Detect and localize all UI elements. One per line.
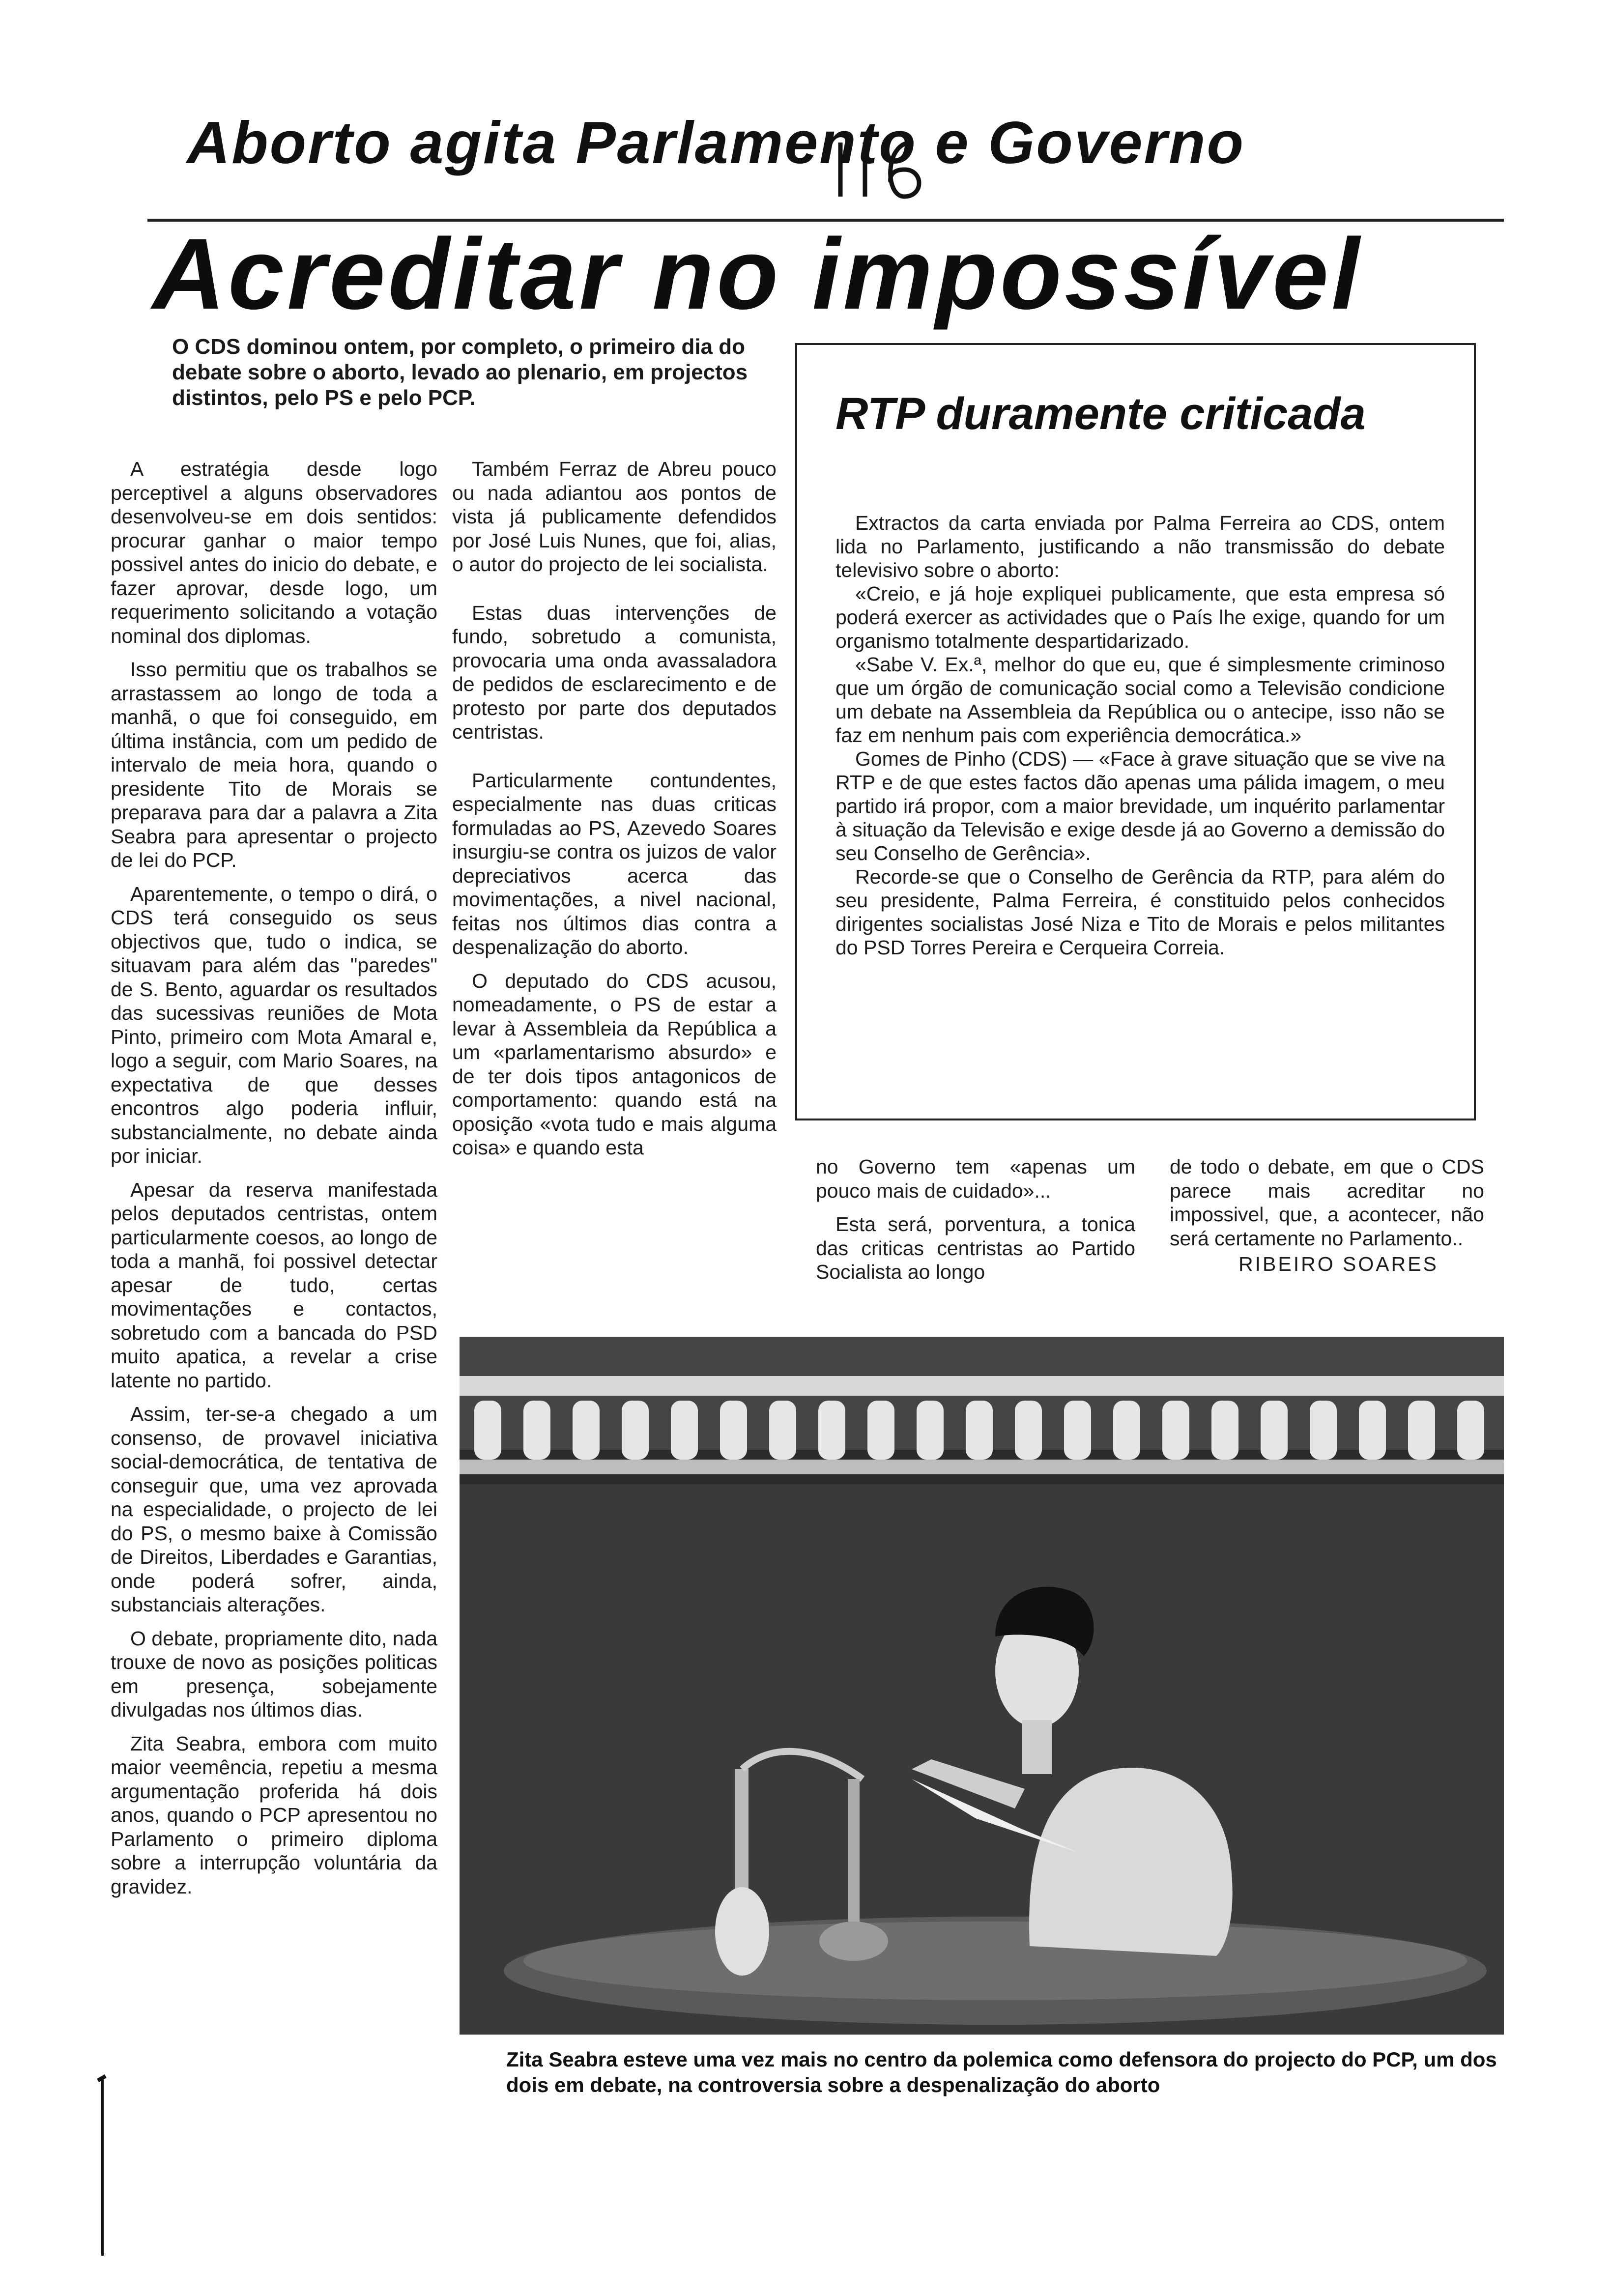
intro-lead: O CDS dominou ontem, por completo, o primeiro dia do debate sobre o aborto, levado ao plenario, em projectos distintos, pelo PS e pelo PCP. [172,335,748,410]
paragraph: Gomes de Pinho (CDS) — «Face à grave situação que se vive na RTP e de que estes factos dão apenas uma pálida imagem, o meu partido irá propor, com a maior brevidade, um inquérito parlamentar à situação da Televisão e exige desde já ao Governo a demissão do seu Conselho de Gerência». [835,747,1445,864]
photo-caption: Zita Seabra esteve uma vez mais no centro da polemica como defensora do projecto do PCP, um dos dois em debate, na controversia sobre a despenalização do aborto [506,2048,1497,2096]
paragraph: «Creio, e já hoje expliquei publicamente, que esta empresa só poderá exercer as actividades que o País lhe exige, quando for um organismo totalmente despartidarizado. [835,582,1445,652]
sidebar-title: RTP duramente criticada [835,389,1366,439]
paragraph: Estas duas intervenções de fundo, sobretudo a comunista, provocaria uma onda avassaladora de pedidos de esclarecimento e de protesto por parte dos deputados centristas. [452,601,777,743]
paragraph: Apesar da reserva manifestada pelos deputados centristas, ontem particularmente coesos, ao longo de toda a manhã, foi possivel detectar apesar de tudo, certas movimentações e contactos, sobretudo com a bancada do PSD muito apatica, a revelar a crise latente no partido. [111,1178,437,1392]
article-column-4 [1170,1155,1484,1276]
paragraph: Zita Seabra, embora com muito maior veemência, repetiu a mesma argumentação proferida há dois anos, quando o PCP apresentou no Parlamento o primeiro diploma sobre a interrupção voluntária da gravidez. [111,1732,437,1898]
paragraph: Recorde-se que o Conselho de Gerência da RTP, para além do seu presidente, Palma Ferreira, é constituido pelos conhecidos dirigentes socialistas José Niza e Tito de Morais e pelos militantes do PSD Torres Pereira e Cerqueira Correia. [835,865,1445,959]
paragraph: A estratégia desde logo perceptivel a alguns observadores desenvolveu-se em dois sentidos: procurar ganhar o maior tempo possivel antes do inicio do debate, e fazer aprovar, desde logo, um requerimento solicitando a votação nominal dos diplomas. [111,458,437,647]
article-column-3 [816,1155,1135,1294]
main-headline: Acreditar no impossível [152,218,1363,330]
sidebar-body [835,511,1445,959]
paragraph: Particularmente contundentes, especialmente nas duas criticas formuladas ao PS, Azevedo Soares insurgiu-se contra os juizos de valor depreciativos acerca das movimentações, a nivel nacional, feitas nos últimos dias contra a despenalização do aborto. [452,769,777,958]
paragraph: Também Ferraz de Abreu pouco ou nada adiantou aos pontos de vista já publicamente defendidos por José Luis Nunes, que foi, alias, o autor do projecto de lei socialista. [452,458,777,575]
news-photo [460,1337,1504,2035]
handwritten-mark [826,113,934,211]
article-column-2 [452,457,777,1170]
byline: RIBEIRO SOARES [1238,1253,1439,1275]
margin-line [101,2079,104,2256]
paragraph: Isso permitiu que os trabalhos se arrastassem ao longo de toda a manhã, o que foi conseguido, em última instância, com um pedido de intervalo de meia hora, quando o presidente Tito de Morais se preparava para dar a palavra a Zita Seabra para apresentar o projecto de lei do PCP. [111,658,437,871]
paragraph: Aparentemente, o tempo o dirá, o CDS terá conseguido os seus objectivos que, tudo o indica, se situavam para além das "paredes" de S. Bento, aguardar os resultados das sucessivas reuniões de Mota Pinto, primeiro com Mota Amaral e, logo a seguir, com Mario Soares, na expectativa de que desses encontros algo poderia influir, substancialmente, no debate ainda por iniciar. [111,882,437,1167]
paragraph: O debate, propriamente dito, nada trouxe de novo as posições politicas em presença, sobejamente divulgadas nos últimos dias. [111,1627,437,1721]
paragraph: Extractos da carta enviada por Palma Ferreira ao CDS, ontem lida no Parlamento, justificando a não transmissão do debate televisivo sobre o aborto: [835,512,1445,581]
paragraph: de todo o debate, em que o CDS parece mais acreditar no impossivel, que, a acontecer, não será certamente no Parlamento.. [1170,1155,1484,1250]
paragraph: «Sabe V. Ex.ª, melhor do que eu, que é simplesmente criminoso que um órgão de comunicação social como a Televisão condicione um debate na Assembleia da República ou o antecipe, isso não se faz em nenhum pais com experiência democrática.» [835,653,1445,746]
paragraph: Assim, ter-se-a chegado a um consenso, de provavel iniciativa social-democrática, de tentativa de conseguir que, uma vez aprovada na especialidade, o projecto de lei do PS, o mesmo baixe à Comissão de Direitos, Liberdades e Garantias, onde poderá sofrer, ainda, substanciais alterações. [111,1403,437,1616]
article-column-1 [111,457,437,1908]
paragraph: O deputado do CDS acusou, nomeadamente, o PS de estar a levar à Assembleia da República a um «parlamentarismo absurdo» e de ter dois tipos antagonicos de comportamento: quando está na oposição «vota tudo e mais alguma coisa» e quando esta [452,969,777,1159]
kicker-headline: Aborto agita Parlamento e Governo [187,109,1245,176]
paragraph: Esta será, porventura, a tonica das criticas centristas ao Partido Socialista ao longo [816,1213,1135,1283]
paragraph: no Governo tem «apenas um pouco mais de cuidado»... [816,1155,1135,1202]
